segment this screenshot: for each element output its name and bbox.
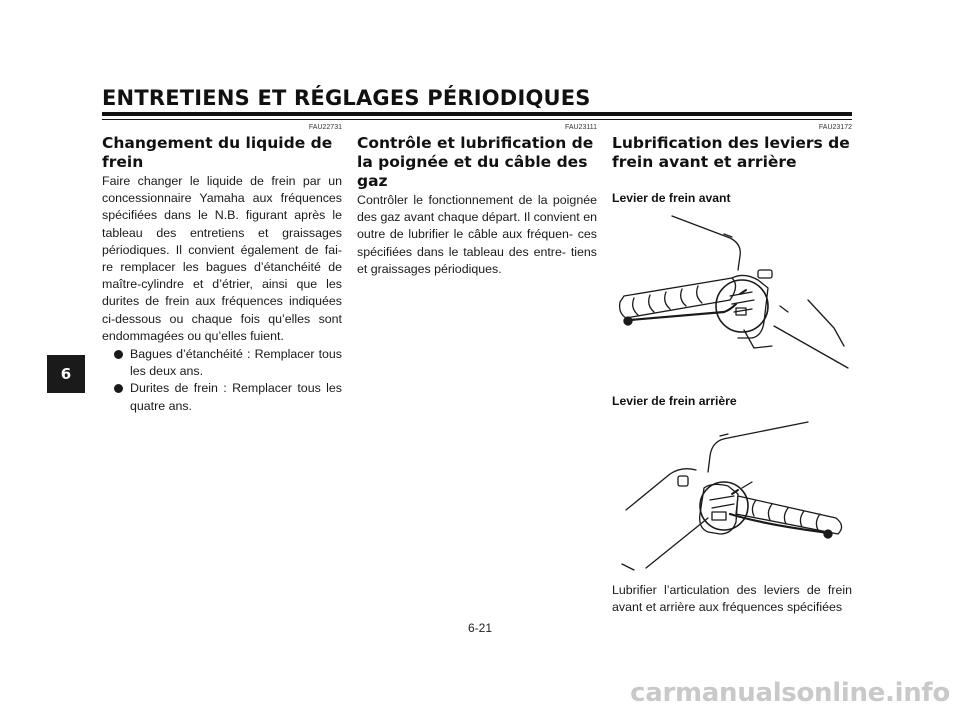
master-cylinder xyxy=(732,275,768,338)
section-brake-fluid xyxy=(102,124,342,415)
mirror-stalk-edge xyxy=(720,434,728,436)
magnifier-circle xyxy=(716,280,768,332)
section-title: Lubrification des leviers de frein avant et arrière xyxy=(612,134,850,171)
list-item xyxy=(102,346,342,380)
closing-paragraph: Lubrifier l’articulation des leviers de frein avant et arrière aux fréquences spécifiées xyxy=(612,583,852,615)
mirror-stalk xyxy=(672,216,740,270)
handlebar-extension xyxy=(808,300,844,346)
frame-line xyxy=(626,469,696,510)
bullet-list xyxy=(102,346,342,415)
list-item-text: Durites de frein : Remplacer tous les quatre ans. xyxy=(130,381,342,413)
reference-code: FAU22731 xyxy=(308,124,342,131)
rear-brake-lever-illustration xyxy=(612,410,852,572)
chapter-tab[interactable]: 6 xyxy=(47,355,85,393)
section-body: Faire changer le liquide de frein par un concessionnaire Yamaha aux fréquences spécifiées dans le N.B. figurant après le tableau des entretiens et graissages périodiques. Il convient également de fai- re remplacer les bagues d’étanchéité de maître-cylindre et d’étrier, ainsi que les durites de frein aux fréquences indiquées ci-dessous ou chaque fois qu’elles sont endommagées ou qu’elles fuient. xyxy=(102,174,342,343)
mirror-mount xyxy=(678,476,688,486)
reference-code: FAU23111 xyxy=(564,124,597,131)
section-brake-levers xyxy=(612,124,852,173)
brake-hose xyxy=(744,330,772,348)
front-brake-lever-illustration xyxy=(612,208,852,378)
page-number: 6-21 xyxy=(467,621,493,635)
section-title: Changement du liquide de frein xyxy=(102,134,333,171)
figure-label-front: Levier de frein avant xyxy=(612,191,731,205)
brake-lever xyxy=(630,304,736,320)
watermark: carmanualsonline.info xyxy=(630,678,950,708)
figure-label-rear: Levier de frein arrière xyxy=(612,394,737,408)
list-item-text: Bagues d’étanchéité : Remplacer tous les deux ans. xyxy=(130,347,342,379)
mirror-mount xyxy=(758,270,772,278)
lever-tip xyxy=(624,317,632,325)
mirror-stalk xyxy=(708,422,808,472)
frame-line xyxy=(622,564,634,570)
leader-line xyxy=(742,482,752,488)
pivot-detail xyxy=(730,292,754,312)
header-rule xyxy=(102,112,852,116)
handlebar-grip xyxy=(736,496,842,534)
frame-line xyxy=(646,518,708,568)
header-rule-thin xyxy=(102,119,852,120)
reference-code: FAU23172 xyxy=(818,124,852,131)
section-throttle xyxy=(357,124,597,278)
grip-ribs xyxy=(752,500,820,530)
leader-line xyxy=(780,306,788,312)
lever-tip xyxy=(824,530,832,538)
section-title: Contrôle et lubrification de la poignée et du câble des gaz xyxy=(357,134,594,190)
section-body: Contrôler le fonctionnement de la poignée des gaz avant chaque départ. Il convient en outre de lubrifier le câble aux fréquen- ces spécifiées dans le tableau des entre- tiens et graissages périodiques. xyxy=(357,193,597,276)
pivot-bolt xyxy=(712,512,726,520)
list-item xyxy=(102,380,342,414)
page-title: ENTRETIENS ET RÉGLAGES PÉRIODIQUES xyxy=(102,86,591,110)
bullet-icon xyxy=(114,384,123,393)
bullet-icon xyxy=(114,350,123,359)
pivot-detail xyxy=(710,496,734,508)
